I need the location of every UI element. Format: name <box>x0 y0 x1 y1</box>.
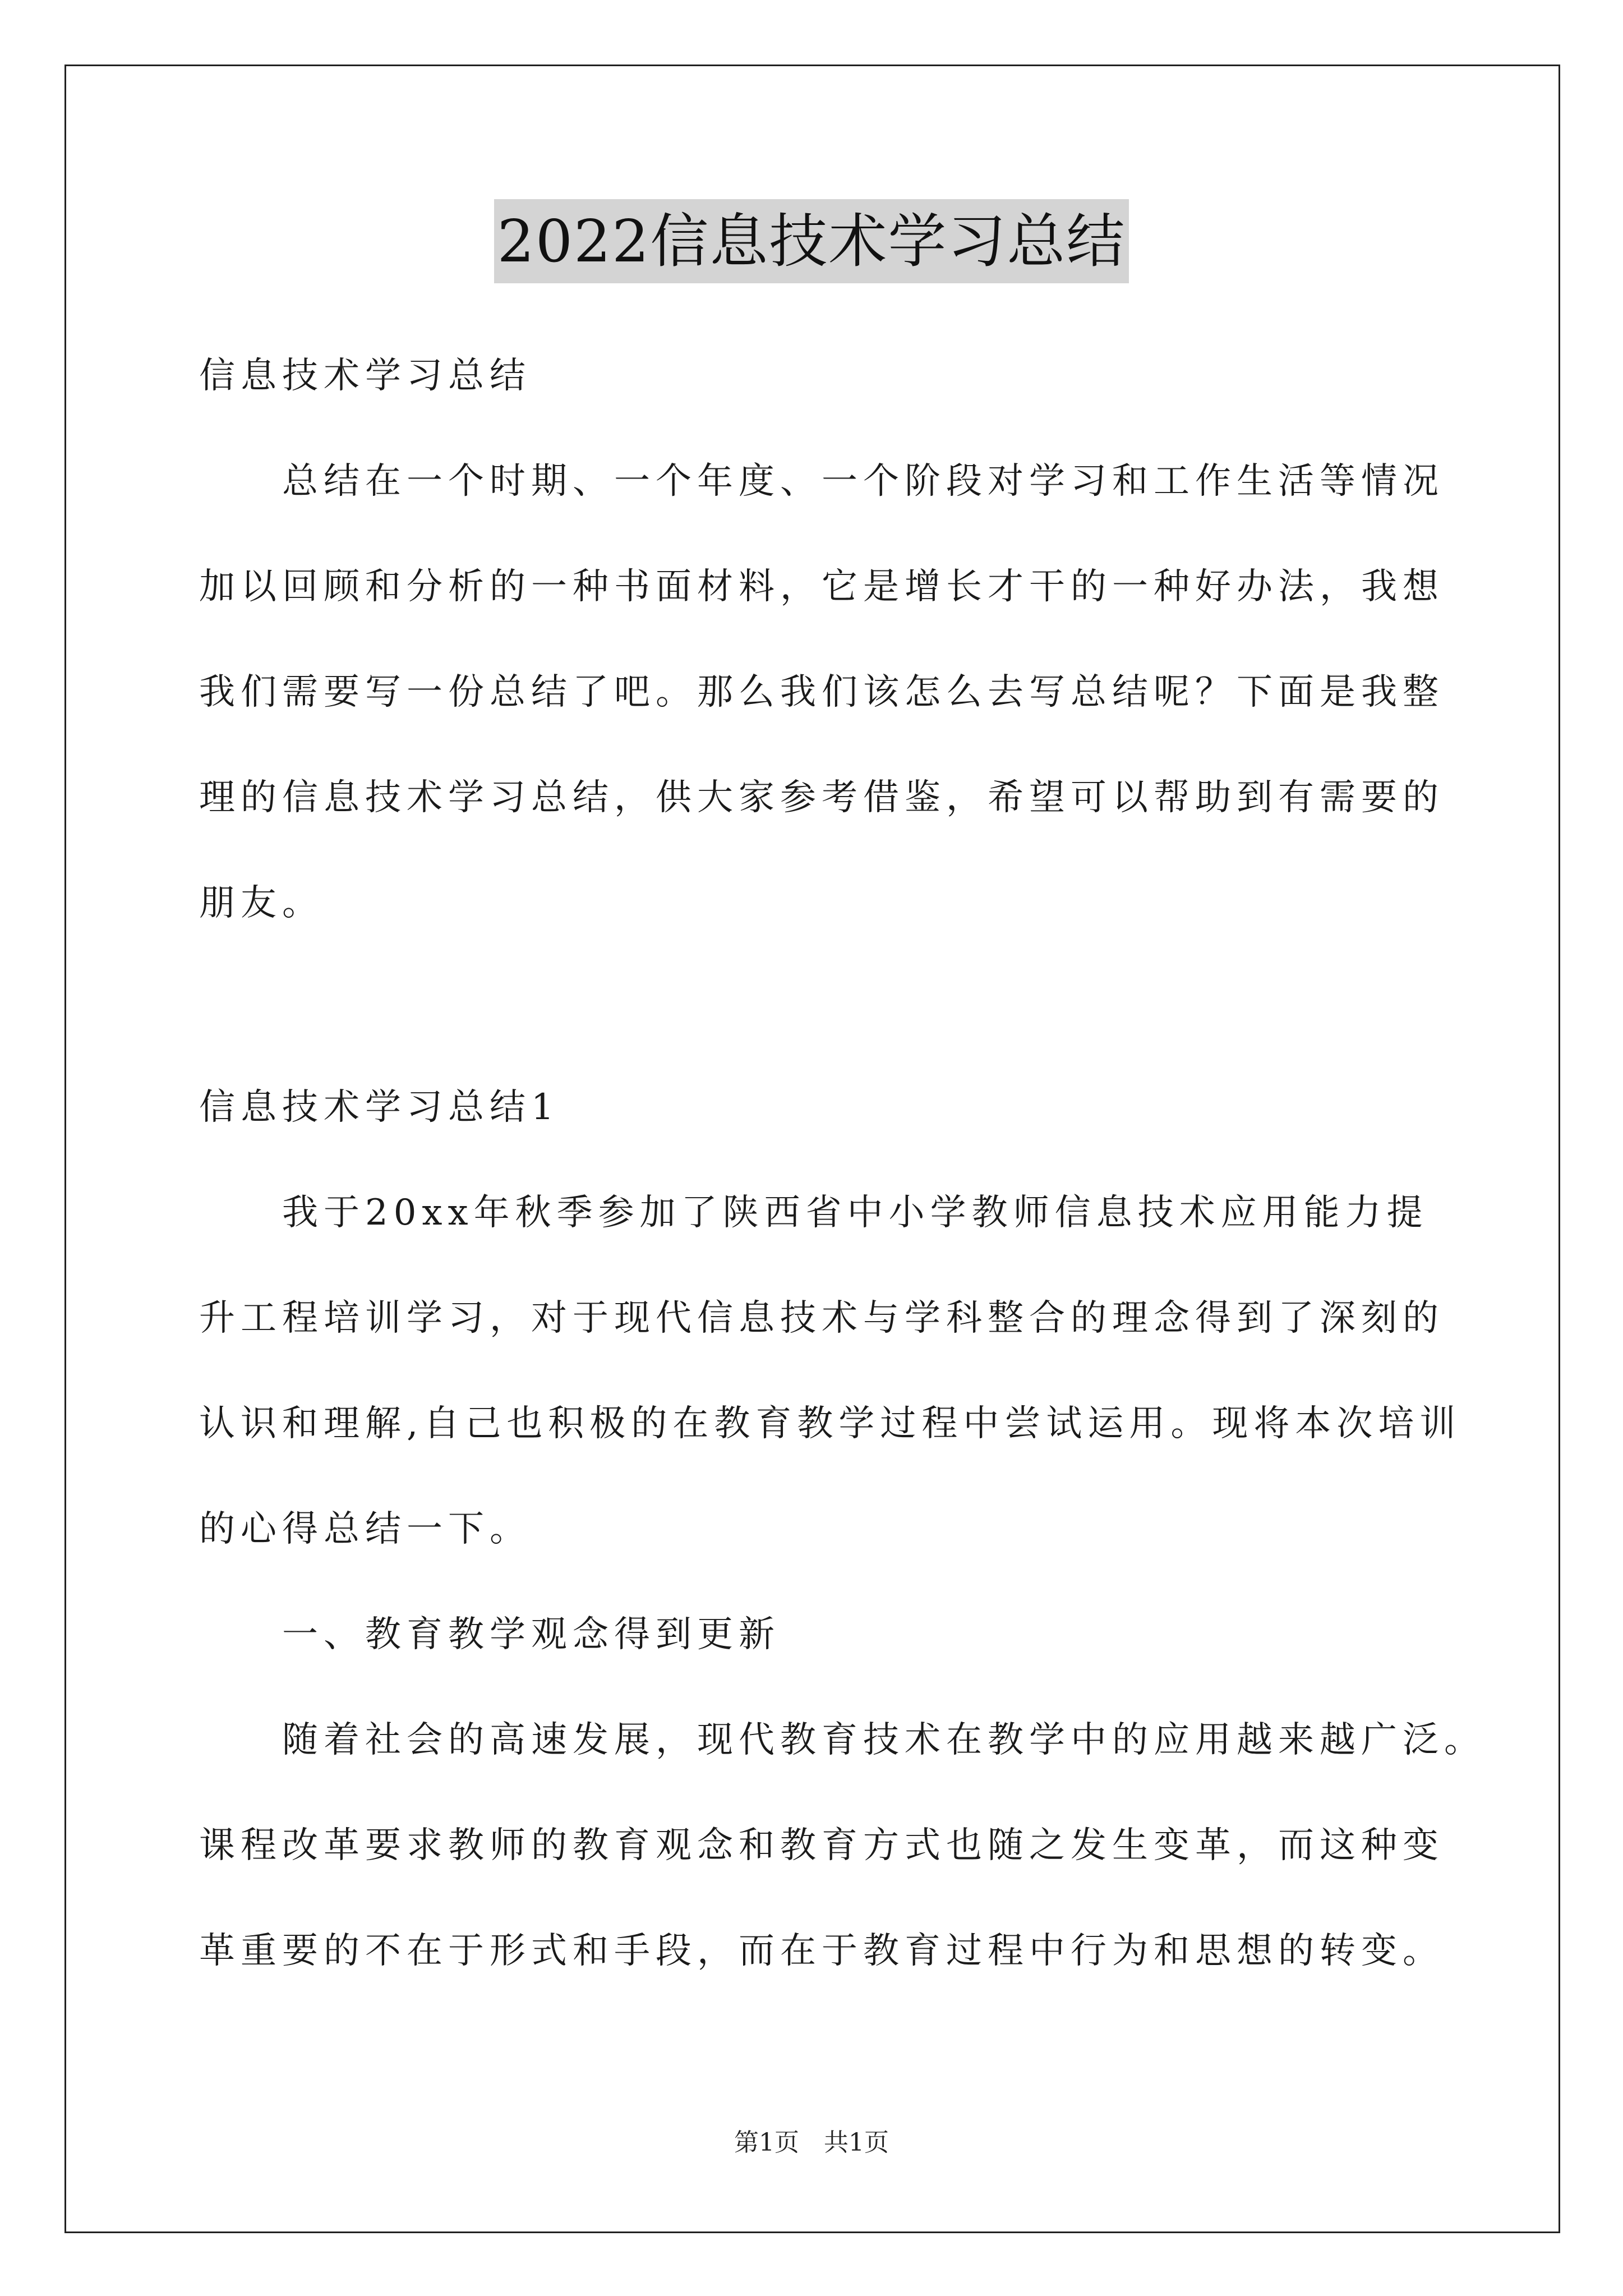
document-title: 2022信息技术学习总结 <box>494 199 1129 283</box>
paragraph-line: 理的信息技术学习总结，供大家参考借鉴，希望可以帮助到有需要的 <box>199 777 1444 818</box>
paragraph-line: 我们需要写一份总结了吧。那么我们该怎么去写总结呢？下面是我整 <box>199 671 1444 713</box>
page-footer <box>0 2126 1623 2160</box>
paragraph-line: 随着社会的高速发展，现代教育技术在教学中的应用越来越广泛。 <box>282 1719 1486 1761</box>
section-heading-intro: 信息技术学习总结 <box>199 355 531 397</box>
paragraph-line: 总结在一个时期、一个年度、一个阶段对学习和工作生活等情况 <box>282 461 1444 502</box>
page-number-current: 第1页 <box>734 2128 799 2157</box>
subheading-line: 一、教育教学观念得到更新 <box>282 1614 780 1655</box>
paragraph-line: 革重要的不在于形式和手段，而在于教育过程中行为和思想的转变。 <box>199 1930 1444 1972</box>
paragraph-line: 升工程培训学习，对于现代信息技术与学科整合的理念得到了深刻的 <box>199 1297 1444 1339</box>
paragraph-line: 我于20xx年秋季参加了陕西省中小学教师信息技术应用能力提 <box>282 1192 1428 1234</box>
title-container <box>0 199 1623 283</box>
section-heading-1: 信息技术学习总结1 <box>199 1087 560 1128</box>
paragraph-line: 朋友。 <box>199 882 324 924</box>
paragraph-line: 的心得总结一下。 <box>199 1508 531 1550</box>
paragraph-line: 课程改革要求教师的教育观念和教育方式也随之发生变革，而这种变 <box>199 1825 1444 1866</box>
paragraph-line: 加以回顾和分析的一种书面材料，它是增长才干的一种好办法，我想 <box>199 566 1444 608</box>
paragraph-line: 认识和理解,自己也积极的在教育教学过程中尝试运用。现将本次培训 <box>199 1403 1461 1444</box>
page-number-total: 共1页 <box>824 2128 889 2157</box>
